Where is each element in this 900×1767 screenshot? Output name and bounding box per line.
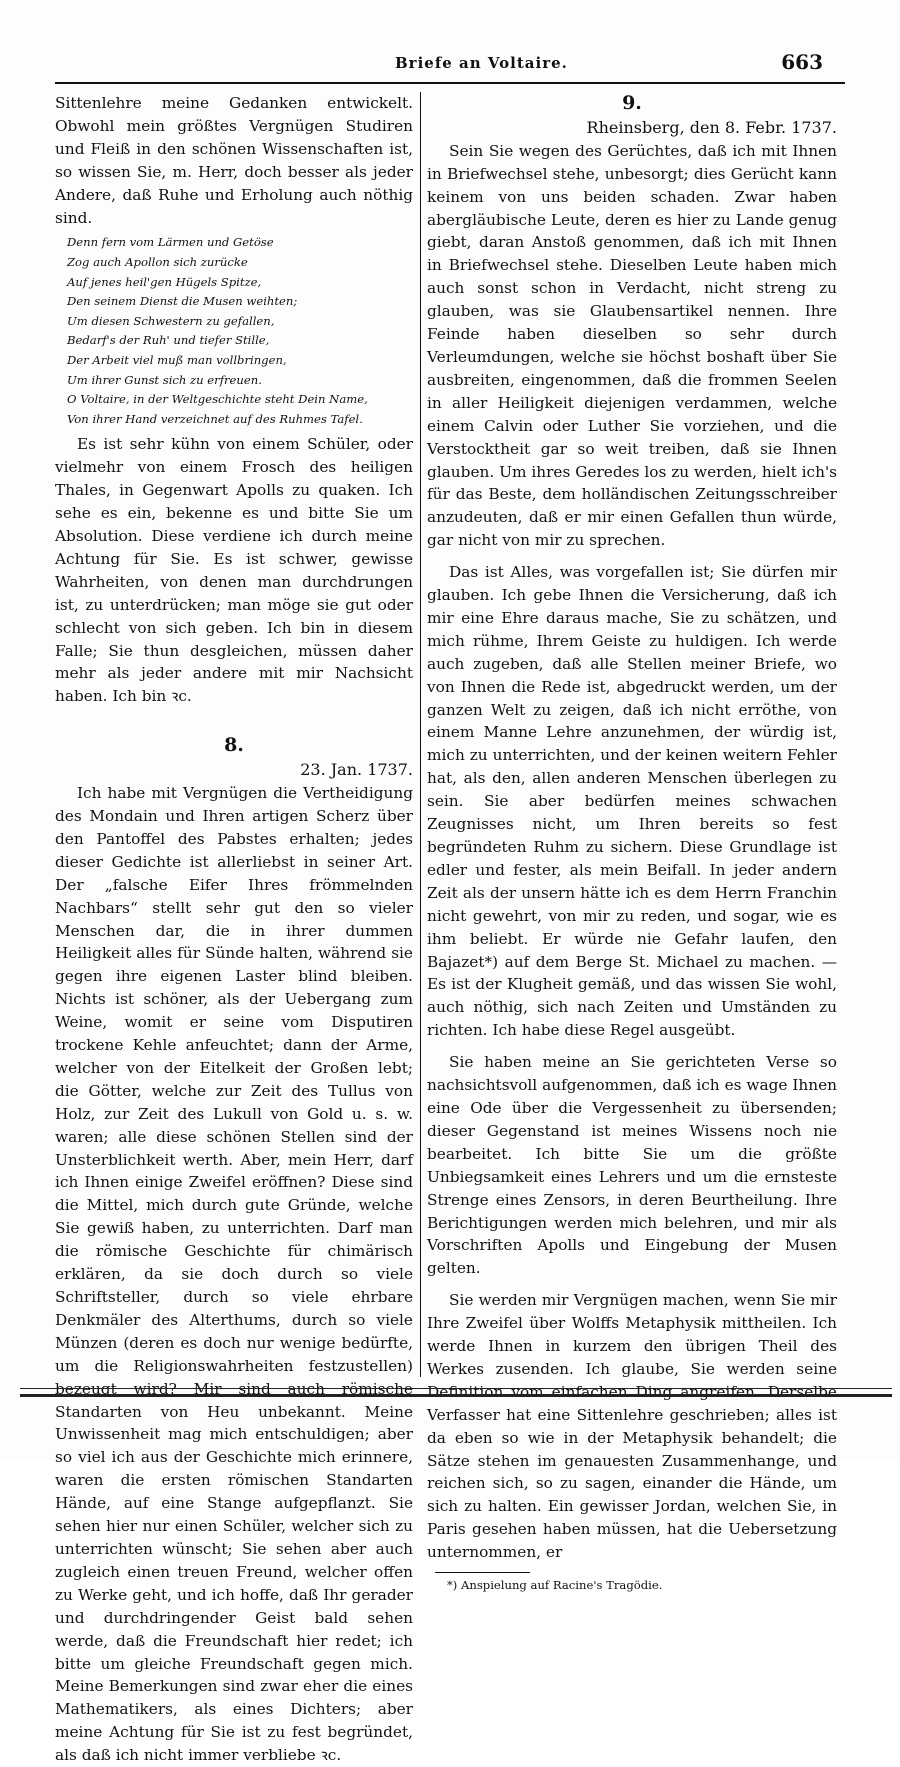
poem-line: Auf jenes heil'gen Hügels Spitze,: [67, 274, 262, 289]
footnote: *) Anspielung auf Racine's Tragödie.: [447, 1578, 663, 1593]
poem-line: O Voltaire, in der Weltgeschichte steht Dein Name,: [67, 392, 368, 407]
footnote-rule: [435, 1572, 530, 1573]
page-number: 663: [781, 50, 823, 74]
letter-number-9: 9.: [622, 92, 642, 114]
letter-9-paragraph-4: Sie werden mir Vergnügen machen, wenn Sie mir Ihre Zweifel über Wolffs Metaphysik mittheilen. Ich werde Ihnen in kurzem den übrigen Theil des Werkes zusenden. Ich glaube, Sie werden seine Definition vom einfachen Ding angreifen. Derselbe Verfasser hat eine Sittenlehre geschrieben; alles ist da eben so wie in der Metaphysik behandelt; die Sätze stehen im genauesten Zusammenhange, und reichen sich, so zu sagen, einander die Hände, um sich zu halten. Ein gewisser Jordan, welchen Sie, in Paris gesehen haben müssen, hat die Uebersetzung unternommen, er: [427, 1291, 837, 1562]
right-column: [427, 92, 837, 1593]
poem: [67, 233, 413, 429]
poem-line: Zog auch Apollon sich zurücke: [67, 255, 248, 270]
running-title: Briefe an Voltaire.: [395, 54, 568, 72]
left-column: [55, 92, 413, 1767]
poem-line: Um diesen Schwestern zu gefallen,: [67, 313, 275, 328]
page-header: [55, 50, 845, 80]
header-rule: [55, 82, 845, 84]
paragraph-after-poem: Es ist sehr kühn von einem Schüler, oder vielmehr von einem Frosch des heiligen Thales, in Gegenwart Apolls zu quaken. Ich sehe es ein, bekenne es und bitte Sie um Absolution. Diese verdiene ich durch meine Achtung für Sie. Es ist schwer, gewisse Wahrheiten, von denen man durchdrungen ist, zu unterdrücken; man möge sie gut oder schlecht von sich geben. Ich bin in diesem Falle; Sie thun desgleichen, müssen daher mehr als jeder andere mit mir Nachsicht haben. Ich bin ꝛc.: [55, 435, 413, 706]
letter-date-8: 23. Jan. 1737.: [300, 760, 413, 780]
letter-9-paragraph-3: Sie haben meine an Sie gerichteten Verse so nachsichtsvoll aufgenommen, daß ich es wage Ihnen eine Ode über die Vergessenheit zu übersenden; dieser Gegenstand ist meines Wissens noch nie bearbeitet. Ich bitte Sie um die größte Unbiegsamkeit eines Lehrers und um die ernsteste Strenge eines Zensors, in deren Beurtheilung. Ihre Berichtigungen werden mich belehren, und mir als Vorschriften Apolls und Eingebung der Musen gelten.: [427, 1053, 837, 1278]
column-divider: [420, 92, 421, 1377]
poem-line: Den seinem Dienst die Musen weihten;: [67, 294, 298, 309]
paragraph-opening: Sittenlehre meine Gedanken entwickelt. Obwohl mein größtes Vergnügen Studiren und Fleiß in den schönen Wissenschaften ist, so wissen Sie, m. Herr, doch besser als jeder Andere, daß Ruhe und Erholung auch nöthig sind.: [55, 94, 413, 227]
poem-line: Von ihrer Hand verzeichnet auf des Ruhmes Tafel.: [67, 411, 363, 426]
poem-line: Um ihrer Gunst sich zu erfreuen.: [67, 372, 262, 387]
poem-line: Der Arbeit viel muß man vollbringen,: [67, 353, 287, 367]
poem-line: Denn fern vom Lärmen und Getöse: [67, 235, 274, 250]
letter-9-paragraph-2: Das ist Alles, was vorgefallen ist; Sie dürfen mir glauben. Ich gebe Ihnen die Versicherung, daß ich mir eine Ehre daraus mache, Sie zu schätzen, und mich rühme, Ihrem Geiste zu huldigen. Ich werde auch zugeben, daß alle Stellen meiner Briefe, wo von Ihnen die Rede ist, abgedruckt werden, um der ganzen Welt zu zeigen, daß ich nicht erröthe, von einem Manne Lehre anzunehmen, der würdig ist, mich zu unterrichten, und der keinen weitern Fehler hat, als den, allen anderen Menschen überlegen zu sein. Sie aber bedürfen meines schwachen Zeugnisses nicht, um Ihren bereits so fest begründeten Ruhm zu sichern. Diese Grundlage ist edler und fester, als mein Beifall. In jeder andern Zeit als der unsern hätte ich es dem Herrn Franchin nicht gewehrt, von mir zu reden, und sogar, wie es ihm beliebt. Er würde nie Gefahr laufen, den Bajazet*) auf dem Berge St. Michael zu machen. — Es ist der Klugheit gemäß, und das wissen Sie wohl, auch nöthig, sich nach Zeiten und Umständen zu richten. Ich habe diese Regel ausgeübt.: [427, 563, 837, 1040]
letter-8-body: Ich habe mit Vergnügen die Vertheidigung des Mondain und Ihren artigen Scherz über den Pantoffel des Pabstes erhalten; jedes dieser Gedichte ist allerliebst in seiner Art. Der „falsche Eifer Ihres frömmelnden Nachbars“ stellt sehr gut den so vieler Menschen dar, die in ihrer dummen Heiligkeit alles für Sünde halten, während sie gegen ihre eigenen Laster blind bleiben. Nichts ist schöner, als der Uebergang zum Weine, womit er seine vom Disputiren trockene Kehle anfeuchtet; dann der Arme, welcher von der Eitelkeit der Großen lebt; die Götter, welche zur Zeit des Tullus von Holz, zur Zeit des Lukull von Gold u. s. w. waren; alle diese schönen Stellen sind der Unsterblichkeit werth. Aber, mein Herr, darf ich Ihnen einige Zweifel eröffnen? Diese sind die Mittel, mich durch gute Gründe, welche Sie gewiß haben, zu unterrichten. Darf man die römische Geschichte für chimärisch erklären, da sie doch durch so viele Schriftsteller, durch so viele ehrbare Denkmäler des Alterthums, durch so viele Münzen (deren es doch nur wenige bedürfte, um die Religionswahrheiten festzustellen) bezeugt wird? Mir sind auch römische Standarten von Heu unbekannt. Meine Unwissenheit mag mich entschuldigen; aber so viel ich aus der Geschichte mich erinnere, waren die ersten römischen Standarten Hände, auf eine Stange aufgepflanzt. Sie sehen hier nur einen Schüler, welcher sich zu unterrichten wünscht; Sie sehen aber auch zugleich einen treuen Freund, welcher offen zu Werke geht, und ich hoffe, daß Ihr gerader und durchdringender Geist bald sehen werde, daß die Freundschaft hier redet; ich bitte um gleiche Freundschaft gegen mich. Meine Bemerkungen sind zwar eher die eines Mathematikers, als eines Dichters; aber meine Achtung für Sie ist zu fest begründet, als daß ich nicht immer verbliebe ꝛc.: [55, 784, 413, 1765]
letter-date-9: Rheinsberg, den 8. Febr. 1737.: [586, 117, 837, 137]
page-bottom-border: [20, 1388, 892, 1397]
letter-number-8: 8.: [224, 734, 244, 757]
letter-9-paragraph-1: Sein Sie wegen des Gerüchtes, daß ich mit Ihnen in Briefwechsel stehe, unbesorgt; dies Gerücht kann keinem von uns beiden schaden. Zwar haben abergläubische Leute, deren es hier zu Lande genug giebt, daran Anstoß genommen, daß ich mit Ihnen in Briefwechsel stehe. Dieselben Leute haben mich auch sonst schon in Verdacht, nicht streng zu glauben, was sie Glaubensartikel nennen. Ihre Feinde haben dieselben so sehr durch Verleumdungen, welche sie höchst boshaft über Sie ausbreiten, eingenommen, daß die frommen Seelen in aller Heiligkeit diejenigen verdammen, welche einem Calvin oder Luther Sie vorziehen, und die Verstocktheit gar so weit treiben, daß sie Ihnen glauben. Um ihres Geredes los zu werden, hielt ich's für das Beste, dem holländischen Zeitungsschreiber anzudeuten, daß er mir einen Gefallen thun würde, gar nicht von mir zu sprechen.: [427, 141, 837, 550]
poem-line: Bedarf's der Ruh' und tiefer Stille,: [67, 333, 270, 348]
